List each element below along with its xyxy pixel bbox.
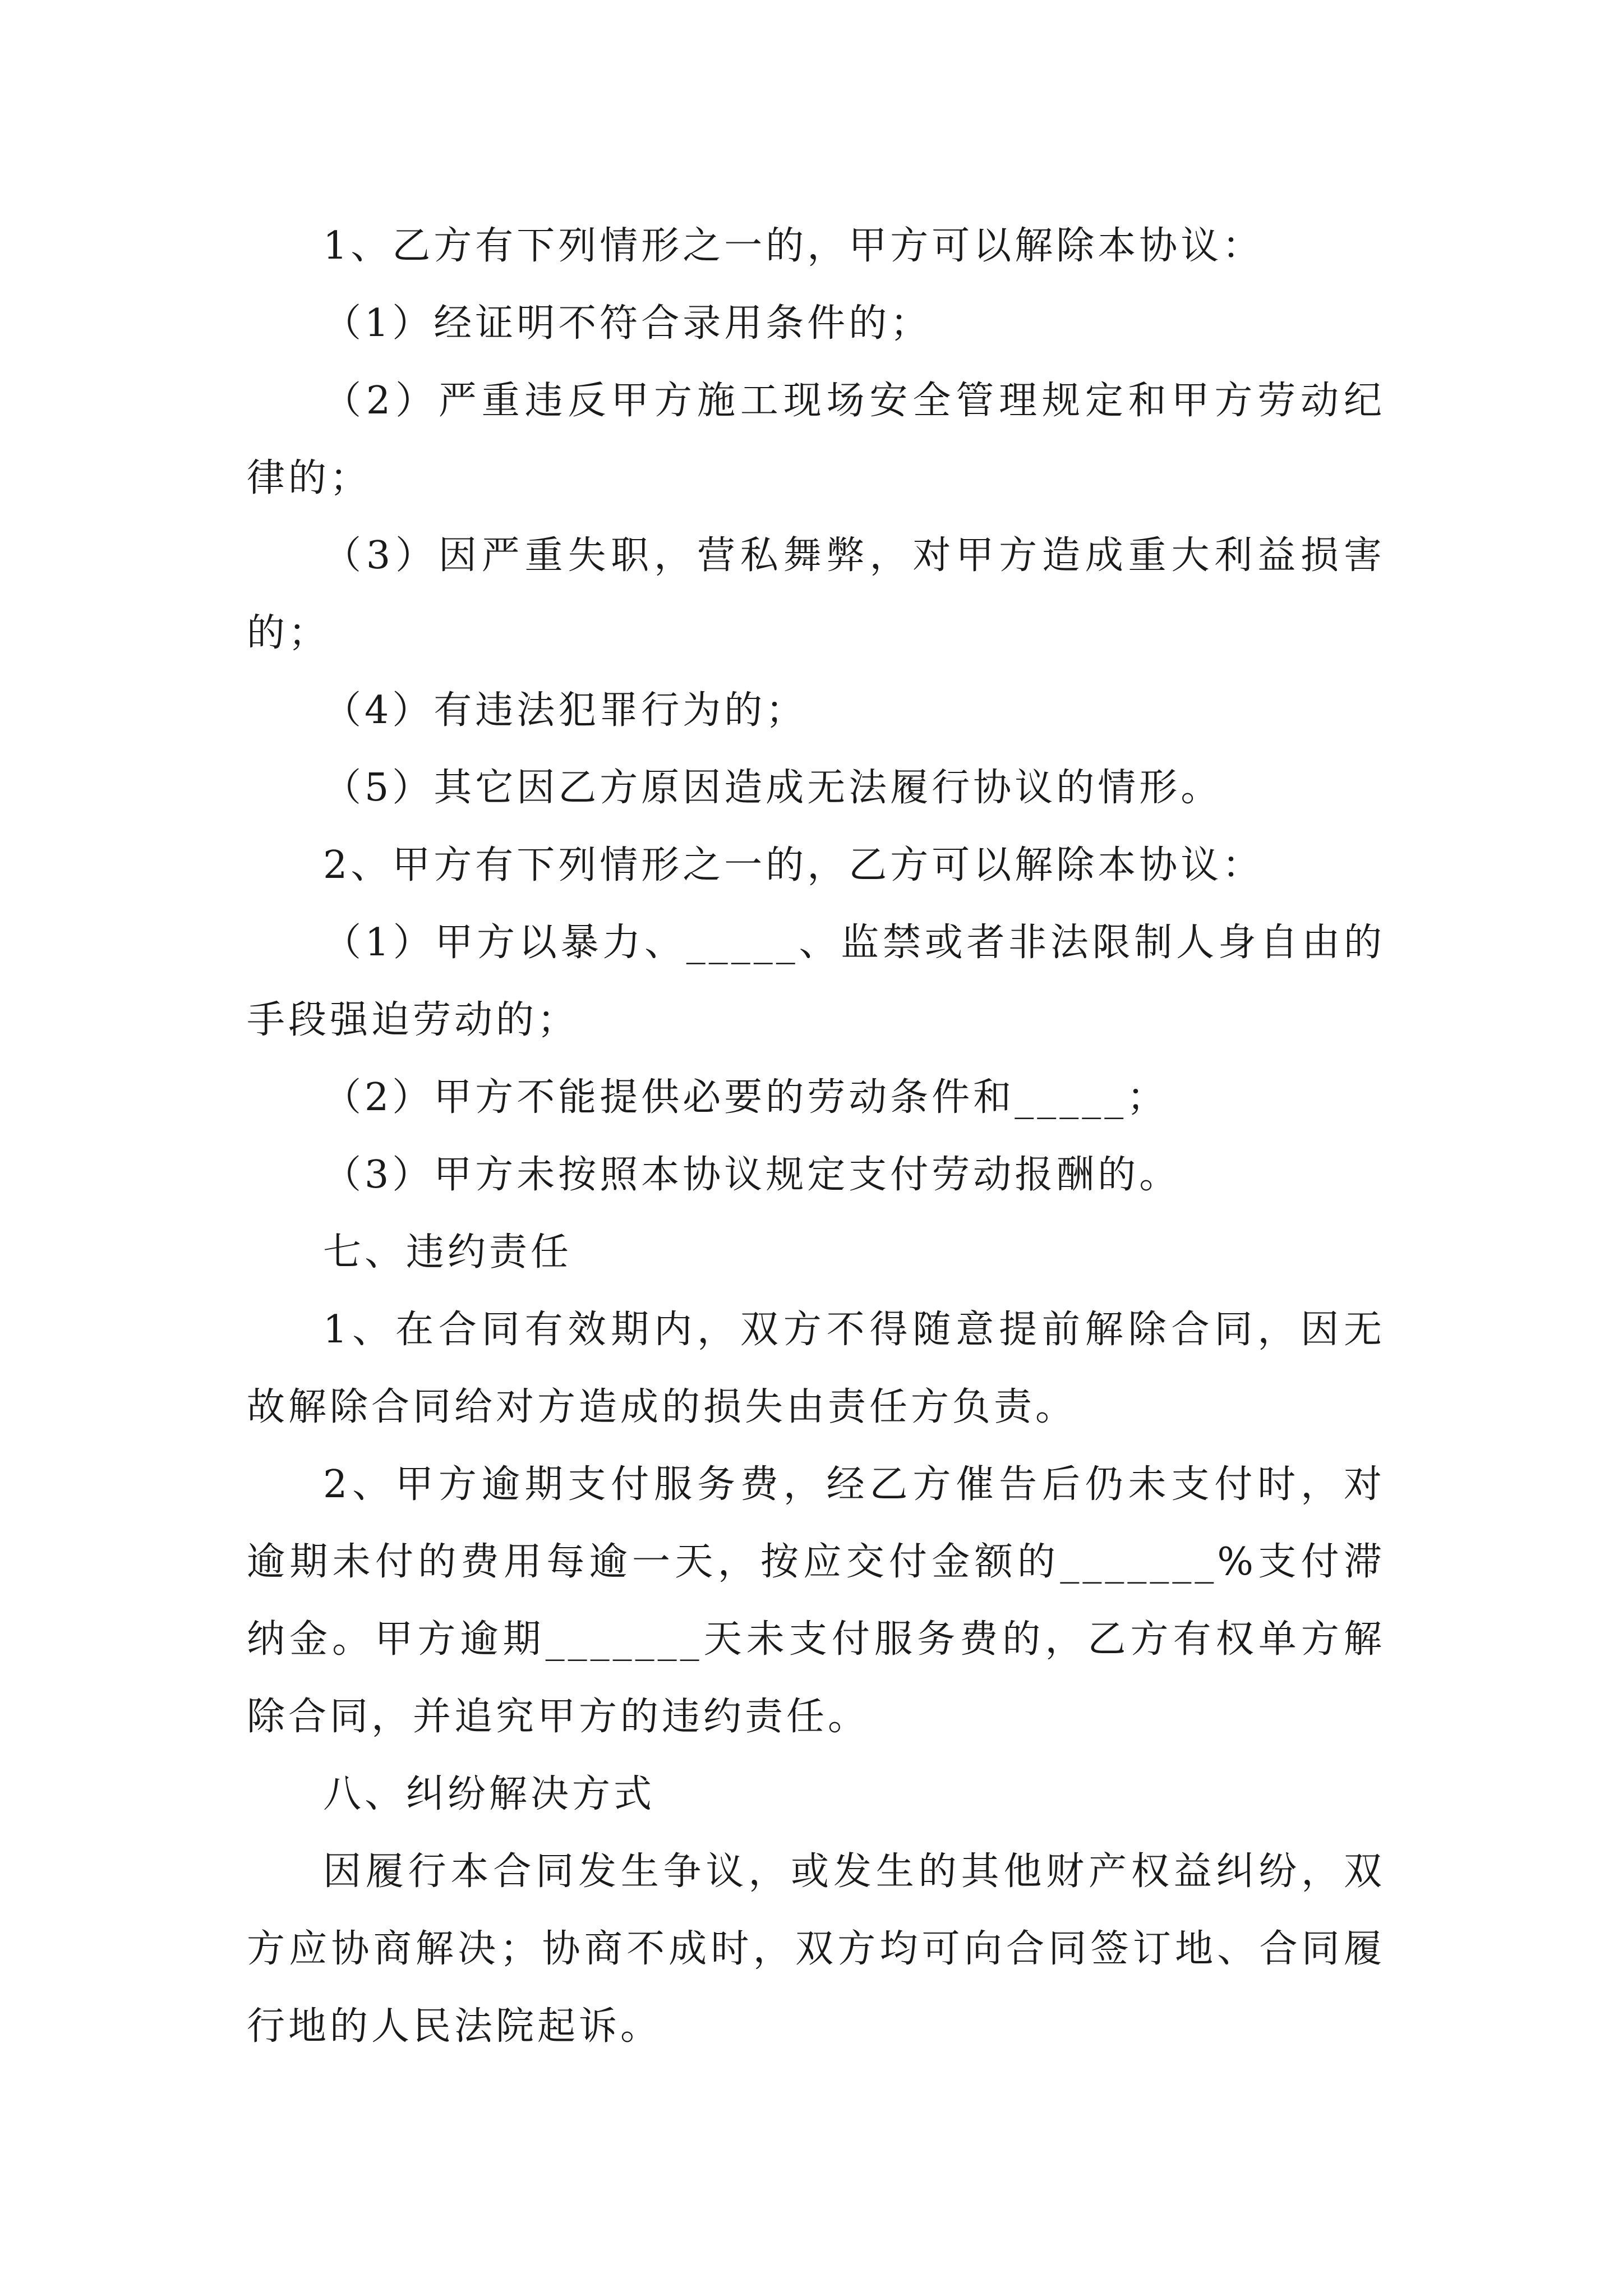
paragraph-breach-2: 2、甲方逾期支付服务费，经乙方催告后仍未支付时，对逾期未付的费用每逾一天，按应交付金额的_______%支付滞纳金。甲方逾期_______天未支付服务费的，乙方有权单方解除合同，并追究甲方的违约责任。	[247, 1462, 1385, 1739]
paragraph-item-1-5: （5）其它因乙方原因造成无法履行协议的情形。	[323, 766, 1223, 810]
paragraph-dispute: 因履行本合同发生争议，或发生的其他财产权益纠纷，双方应协商解决；协商不成时，双方均可向合同签订地、合同履行地的人民法院起诉。	[247, 1849, 1385, 2049]
paragraph-clause-1: 1、乙方有下列情形之一的，甲方可以解除本协议：	[323, 224, 1264, 268]
paragraph-item-2-1: （1）甲方以暴力、_____、监禁或者非法限制人身自由的手段强迫劳动的；	[247, 921, 1385, 1042]
paragraph-item-1-4: （4）有违法犯罪行为的；	[323, 688, 808, 733]
paragraph-item-2-3: （3）甲方未按照本协议规定支付劳动报酬的。	[323, 1153, 1181, 1197]
paragraph-item-1-1: （1）经证明不符合录用条件的；	[323, 301, 932, 346]
paragraph-item-1-3: （3）因严重失职，营私舞弊，对甲方造成重大利益损害的；	[247, 533, 1385, 655]
section-heading-breach: 七、违约责任	[323, 1230, 573, 1274]
paragraph-item-1-2: （2）严重违反甲方施工现场安全管理规定和甲方劳动纪律的；	[247, 379, 1385, 500]
document-body	[247, 208, 1385, 2065]
section-heading-dispute: 八、纠纷解决方式	[323, 1772, 656, 1816]
paragraph-item-2-2: （2）甲方不能提供必要的劳动条件和_____；	[323, 1075, 1169, 1120]
paragraph-clause-2: 2、甲方有下列情形之一的，乙方可以解除本协议：	[323, 843, 1264, 887]
paragraph-breach-1: 1、在合同有效期内，双方不得随意提前解除合同，因无故解除合同给对方造成的损失由责任方负责。	[247, 1308, 1385, 1429]
